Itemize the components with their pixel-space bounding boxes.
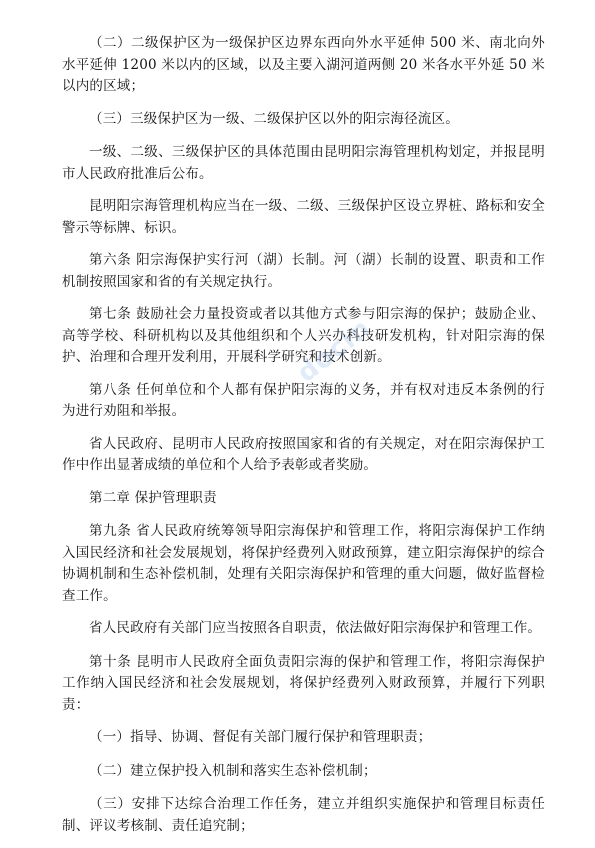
watermark-logo: docin <box>292 313 377 389</box>
paragraph-article-7: 第七条 鼓励社会力量投资或者以其他方式参与阳宗海的保护；鼓励企业、高等学校、科研机构以及其他组织和个人兴办科技研发机构，针对阳宗海的保护、治理和合理开发利用，开展科学研究和技术创新。 <box>62 306 545 365</box>
paragraph-zone-markers: 昆明阳宗海管理机构应当在一级、二级、三级保护区设立界桩、路标和安全警示等标牌、标识。 <box>62 198 545 236</box>
paragraph-article-6: 第六条 阳宗海保护实行河（湖）长制。河（湖）长制的设置、职责和工作机制按照国家和省的有关规定执行。 <box>62 252 545 290</box>
list-item-duty-2: （二）建立保护投入机制和落实生态补偿机制； <box>89 762 377 779</box>
paragraph-zone-2: （二）二级保护区为一级保护区边界东西向外水平延伸 500 米、南北向外水平延伸 1200 米以内的区域，以及主要入湖河道两侧 20 米各水平外延 50 米以内的区域； <box>62 35 545 94</box>
paragraph-zone-scope: 一级、二级、三级保护区的具体范围由昆明阳宗海管理机构划定，并报昆明市人民政府批准后公布。 <box>62 144 545 182</box>
paragraph-zone-3: （三）三级保护区为一级、二级保护区以外的阳宗海径流区。 <box>89 110 459 127</box>
list-item-duty-1: （一）指导、协调、督促有关部门履行保护和管理职责； <box>89 729 432 745</box>
list-item-duty-3: （三）安排下达综合治理工作任务，建立并组织实施保护和管理目标责任制、评议考核制、责任追究制； <box>62 796 545 834</box>
chapter-heading: 第二章 保护管理职责 <box>89 489 217 506</box>
document-page <box>62 33 545 848</box>
paragraph-article-10: 第十条 昆明市人民政府全面负责阳宗海的保护和管理工作，将阳宗海保护工作纳入国民经济和社会发展规划，将保护经费列入财政预算，并履行下列职责： <box>62 653 545 713</box>
paragraph-article-8-reward: 省人民政府、昆明市人民政府按照国家和省的有关规定，对在阳宗海保护工作中作出显著成绩的单位和个人给予表彰或者奖励。 <box>62 435 545 473</box>
paragraph-article-9: 第九条 省人民政府统筹领导阳宗海保护和管理工作，将阳宗海保护工作纳入国民经济和社会发展规划，将保护经费列入财政预算，建立阳宗海保护的综合协调机制和生态补偿机制，处理有关阳宗海保护和管理的重大问题，做好监督检查工作。 <box>62 523 545 604</box>
paragraph-article-8: 第八条 任何单位和个人都有保护阳宗海的义务，并有权对违反本条例的行为进行劝阻和举报。 <box>62 381 545 419</box>
paragraph-article-9-departments: 省人民政府有关部门应当按照各自职责，依法做好阳宗海保护和管理工作。 <box>89 620 542 636</box>
